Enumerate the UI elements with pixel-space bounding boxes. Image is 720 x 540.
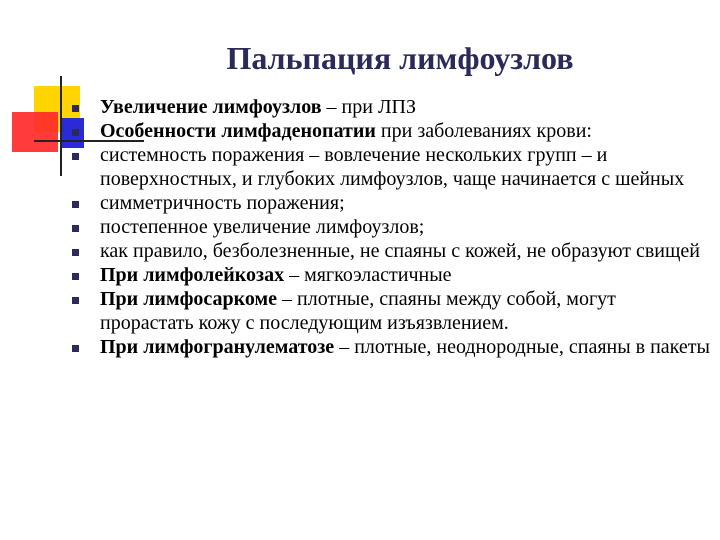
list-item — [72, 95, 712, 119]
bullet-icon — [72, 201, 79, 208]
list-item — [72, 143, 712, 191]
item-text: – плотные, неоднородные, спаяны в пакеты — [334, 336, 710, 358]
list-item — [72, 263, 712, 287]
item-text: как правило, безболезненные, не спаяны с кожей, не образуют свищей — [100, 240, 700, 262]
bullet-icon — [72, 297, 79, 304]
list-item — [72, 239, 712, 263]
list-item — [72, 215, 712, 239]
item-text: постепенное увеличение лимфоузлов; — [100, 216, 425, 238]
item-bold: Увеличение лимфоузлов — [100, 96, 322, 118]
bullet-icon — [72, 273, 79, 280]
item-bold: Особенности лимфаденопатии — [100, 120, 376, 142]
bullet-icon — [72, 225, 79, 232]
list-item — [72, 335, 712, 359]
decor-red-square — [12, 112, 58, 152]
item-text: при заболеваниях крови: — [375, 120, 592, 142]
item-text: – при ЛПЗ — [321, 96, 416, 118]
bullet-icon — [72, 249, 79, 256]
bullet-icon — [72, 153, 79, 160]
item-bold: При лимфолейкозах — [100, 264, 285, 286]
bullet-icon — [72, 129, 79, 136]
item-bold: При лимфогранулематозе — [100, 336, 335, 358]
item-text: – плотные, спаяны между собой, могут прорастать кожу с последующим изъязвлением. — [100, 288, 616, 334]
slide-title: Пальпация лимфоузлов — [226, 40, 574, 76]
item-text: симметричность поражения; — [100, 192, 345, 214]
list-item — [72, 119, 712, 143]
decor-vertical-line — [60, 76, 62, 176]
item-bold: При лимфосаркоме — [100, 288, 278, 310]
bullet-icon — [72, 105, 79, 112]
item-text: – мягкоэластичные — [284, 264, 452, 286]
item-text: системность поражения – вовлечение нескольких групп – и поверхностных, и глубоких лимфоузлов, чаще начинается с шейных — [100, 144, 685, 190]
list-item — [72, 287, 712, 335]
bullet-icon — [72, 345, 79, 352]
bullet-list — [72, 95, 712, 359]
list-item — [72, 191, 712, 215]
